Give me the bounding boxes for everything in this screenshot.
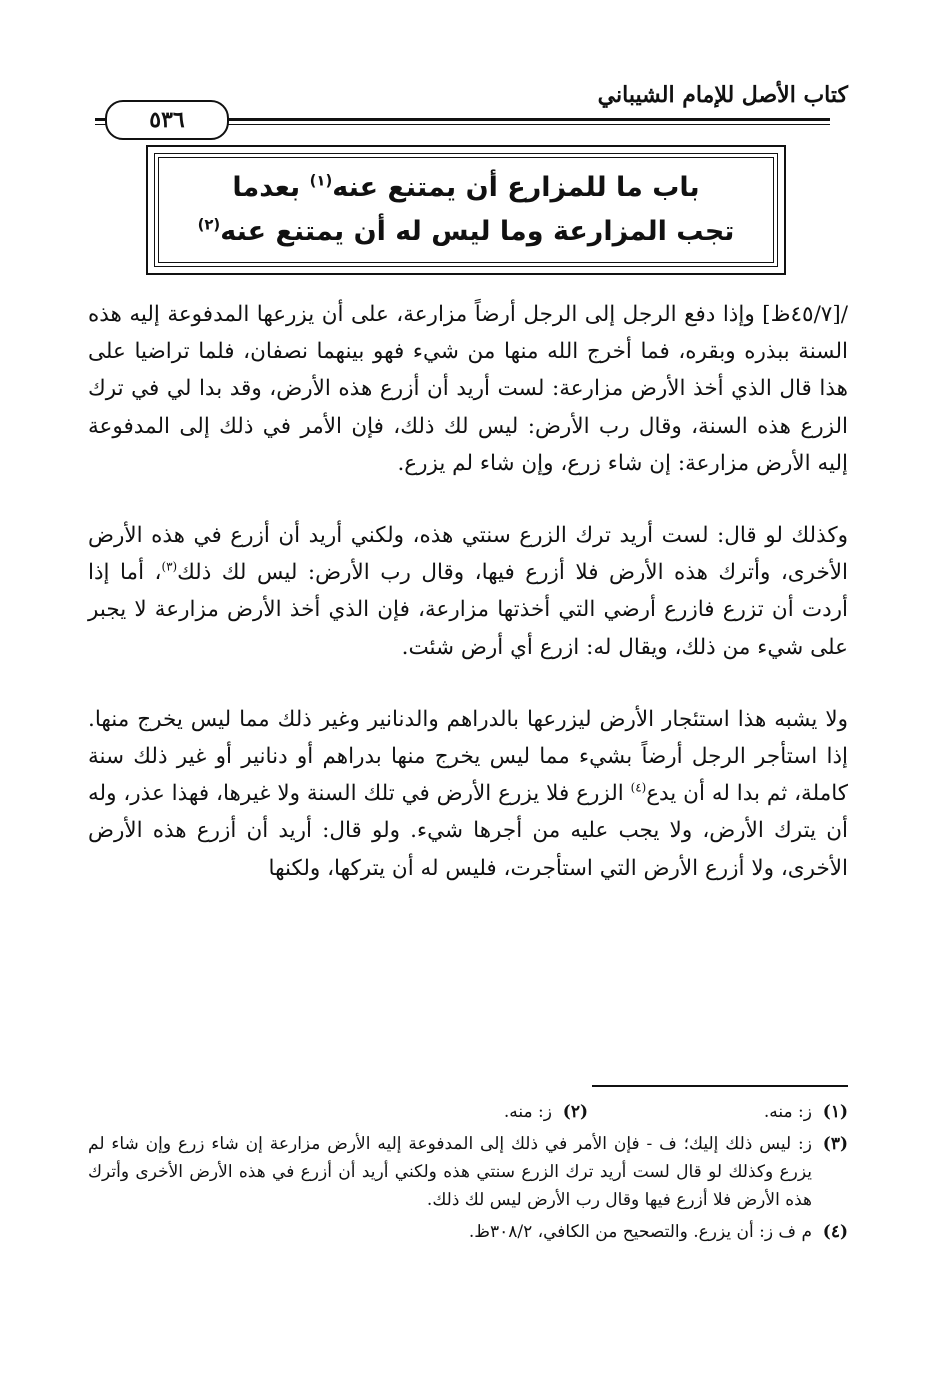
chapter-title-text-1-end: بعدما: [232, 172, 310, 203]
chapter-title-frame: [146, 145, 786, 275]
chapter-title: [198, 166, 735, 254]
paragraph-2-text-b: ، أما إذا أردت أن تزرع فازرع أرضي التي أخذتها مزارعة، فإن الذي أخذ الأرض مزارعة لا يجبر على شيء من ذلك، ويقال له: ازرع أي أرض شئت.: [88, 560, 848, 660]
footnote-ref-1[interactable]: (١): [309, 171, 333, 190]
footnote-1-number: (١): [822, 1102, 848, 1122]
footnote-2-number: (٢): [562, 1102, 588, 1122]
footnote-2: [504, 1098, 588, 1126]
page-number: ٥٣٦: [105, 100, 229, 140]
chapter-title-line-1: [198, 166, 735, 210]
paragraph-3: [88, 701, 848, 887]
footnote-separator: [592, 1085, 848, 1087]
footnote-1-text: ز: منه.: [763, 1102, 812, 1122]
footnote-ref-4[interactable]: (٤): [630, 780, 647, 795]
footnote-row: [88, 1098, 848, 1126]
paragraph-2-text-a: وكذلك لو قال: لست أريد ترك الزرع سنتي هذه، ولكني أريد أن أزرع في هذه الأرض الأخرى، وأترك هذه الأرض فلا أزرع فيها، وقال رب الأرض: ليس لك ذلك: [88, 523, 848, 586]
footnote-4-number: (٤): [822, 1222, 848, 1242]
footnote-3-number: (٣): [822, 1134, 848, 1154]
footnote-3-text: ز: ليس ذلك إليك؛ ف - فإن الأمر في ذلك إلى المدفوعة إليه الأرض مزارعة إن شاء زرع وإن شاء لم يزرع وكذلك لو قال لست أريد ترك الزرع سنتي هذه ولكني أريد أن أزرع في هذه الأرض الأخرى وأترك هذه الأرض فلا أزرع فيها وقال رب الأرض ليس لك ذلك.: [88, 1134, 812, 1210]
body-text: [88, 296, 848, 887]
footnote-ref-2[interactable]: (٢): [197, 215, 221, 234]
running-title: كتاب الأصل للإمام الشيباني: [597, 82, 848, 108]
footnote-ref-3[interactable]: (٣): [161, 559, 178, 574]
footnote-2-text: ز: منه.: [503, 1102, 552, 1122]
paragraph-3-text-a: ولا يشبه هذا استئجار الأرض ليزرعها بالدراهم والدنانير وغير ذلك مما ليس يخرج منها. إذا استأجر الرجل أرضاً بشيء مما ليس يخرج منها بدراهم أو دنانير أو غير ذلك سنة كاملة، ثم بدا له أن يدع: [88, 706, 848, 807]
chapter-title-text-2: تجب المزارعة وما ليس له أن يمتنع عنه: [220, 216, 735, 247]
page-header: [0, 0, 938, 140]
footnote-4: [88, 1218, 848, 1246]
paragraph-3-text-b: الزرع فلا يزرع الأرض في تلك السنة ولا غيرها، فهذا عذر، وله أن يترك الأرض، ولا يجب عليه من أجرها شيء. ولو قال: أريد أن أزرع هذه الأرض الأخرى، ولا أزرع الأرض التي استأجرت، فليس له أن يتركها، ولكنها: [88, 781, 848, 881]
chapter-title-line-2: [198, 210, 735, 254]
footnotes: [88, 1098, 848, 1246]
chapter-title-text-1: باب ما للمزارع أن يمتنع عنه: [332, 172, 700, 203]
paragraph-1: /[٤٥/٧ظ] وإذا دفع الرجل إلى الرجل أرضاً مزارعة، على أن يزرعها المدفوعة إليه هذه السنة ببذره وبقره، فما أخرج الله منها من شيء فهو بينهما نصفان، فلما تراضيا على هذا قال الذي أخذ الأرض مزارعة: لست أريد أن أزرع هذه الأرض، وقد بدا لي في ترك الزرع هذه السنة، وقال رب الأرض: ليس لك ذلك، فإن الأمر في ذلك إلى المدفوعة إليه الأرض مزارعة: إن شاء زرع، وإن شاء لم يزرع.: [88, 302, 848, 476]
paragraph-2: [88, 517, 848, 666]
footnote-1: [588, 1098, 848, 1126]
footnote-4-text: م ف ز: أن يزرع. والتصحيح من الكافي، ٣٠٨/٢ظ.: [468, 1222, 812, 1242]
footnote-3: [88, 1130, 848, 1214]
